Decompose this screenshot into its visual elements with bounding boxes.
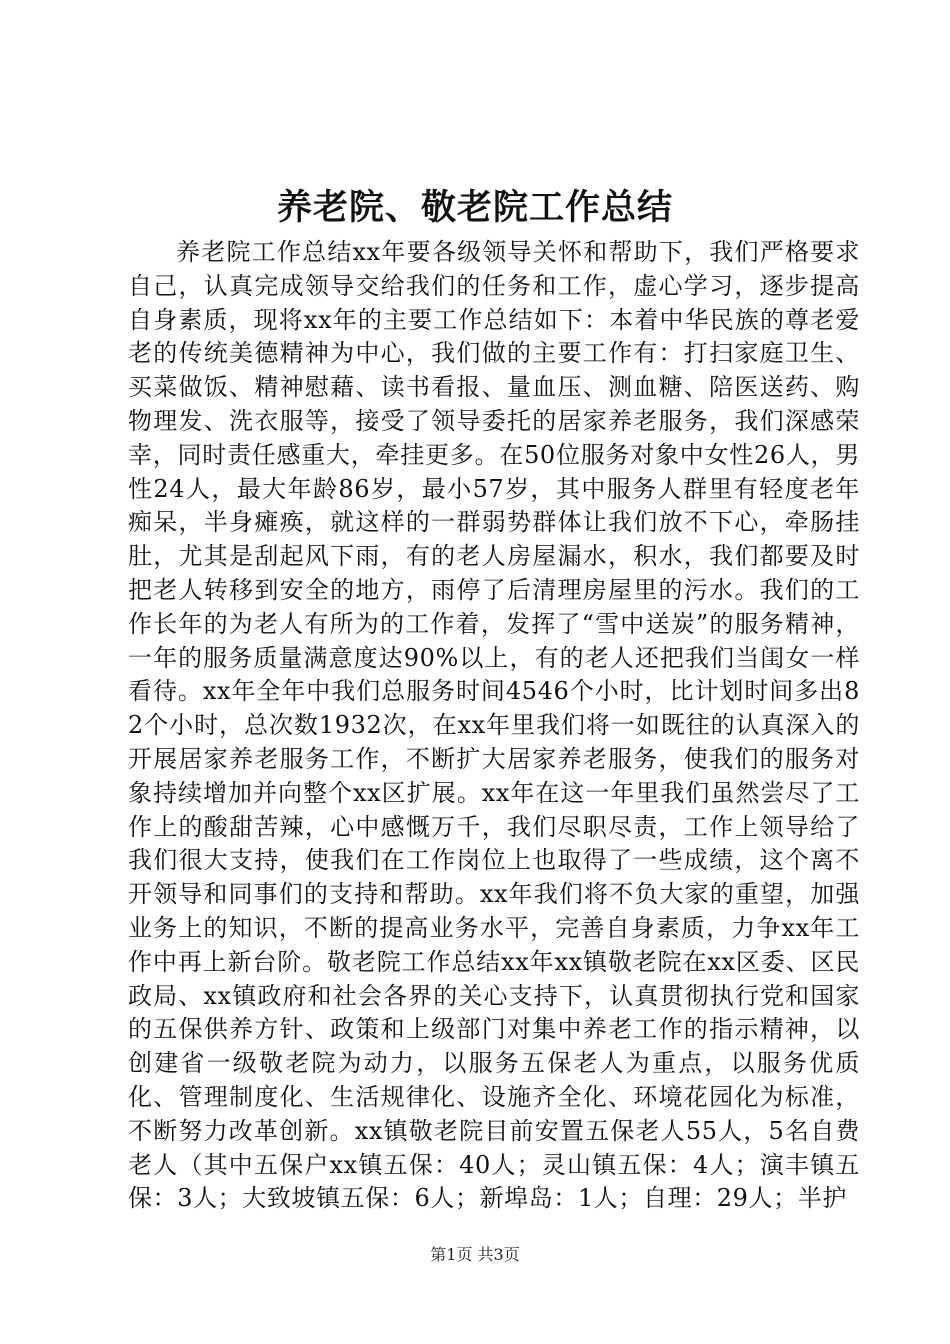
document-body-paragraph: 养老院工作总结xx年要各级领导关怀和帮助下，我们严格要求自己，认真完成领导交给我们的任务和工作，虚心学习，逐步提高自身素质，现将xx年的主要工作总结如下：本着中华民族的尊老爱老的传统美德精神为中心，我们做的主要工作有：打扫家庭卫生、买菜做饭、精神慰藉、读书看报、量血压、测血糖、陪医送药、购物理发、洗衣服等，接受了领导委托的居家养老服务，我们深感荣幸，同时责任感重大，牵挂更多。在50位服务对象中女性26人，男性24人，最大年龄86岁，最小57岁，其中服务人群里有轻度老年痴呆，半身瘫痪，就这样的一群弱势群体让我们放不下心，牵肠挂肚，尤其是刮起风下雨，有的老人房屋漏水，积水，我们都要及时把老人转移到安全的地方，雨停了后清理房屋里的污水。我们的工作长年的为老人有所为的工作着，发挥了“雪中送炭”的服务精神，一年的服务质量满意度达90%以上，有的老人还把我们当闺女一样看待。xx年全年中我们总服务时间4546个小时，比计划时间多出82个小时，总次数1932次，在xx年里我们将一如既往的认真深入的开展居家养老服务工作，不断扩大居家养老服务，使我们的服务对象持续增加并向整个xx区扩展。xx年在这一年里我们虽然尝尽了工作上的酸甜苦辣，心中感慨万千，我们尽职尽责，工作上领导给了我们很大支持，使我们在工作岗位上也取得了一些成绩，这个离不开领导和同事们的支持和帮助。xx年我们将不负大家的重望，加强业务上的知识，不断的提高业务水平，完善自身素质，力争xx年工作中再上新台阶。敬老院工作总结xx年xx镇敬老院在xx区委、区民政局、xx镇政府和社会各界的关心支持下，认真贯彻执行党和国家的五保供养方针、政策和上级部门对集中养老工作的指示精神，以创建省一级敬老院为动力，以服务五保老人为重点，以服务优质化、管理制度化、生活规律化、设施齐全化、环境花园化为标准，不断努力改革创新。xx镇敬老院目前安置五保老人55人，5名自费老人（其中五保户xx镇五保：40人；灵山镇五保：4人；演丰镇五保：3人；大致坡镇五保：6人；新埠岛：1人；自理：29人；半护	[128, 238, 860, 1213]
document-title: 养老院、敬老院工作总结	[276, 187, 673, 228]
page-number-footer: 第1页 共3页	[430, 1245, 520, 1264]
